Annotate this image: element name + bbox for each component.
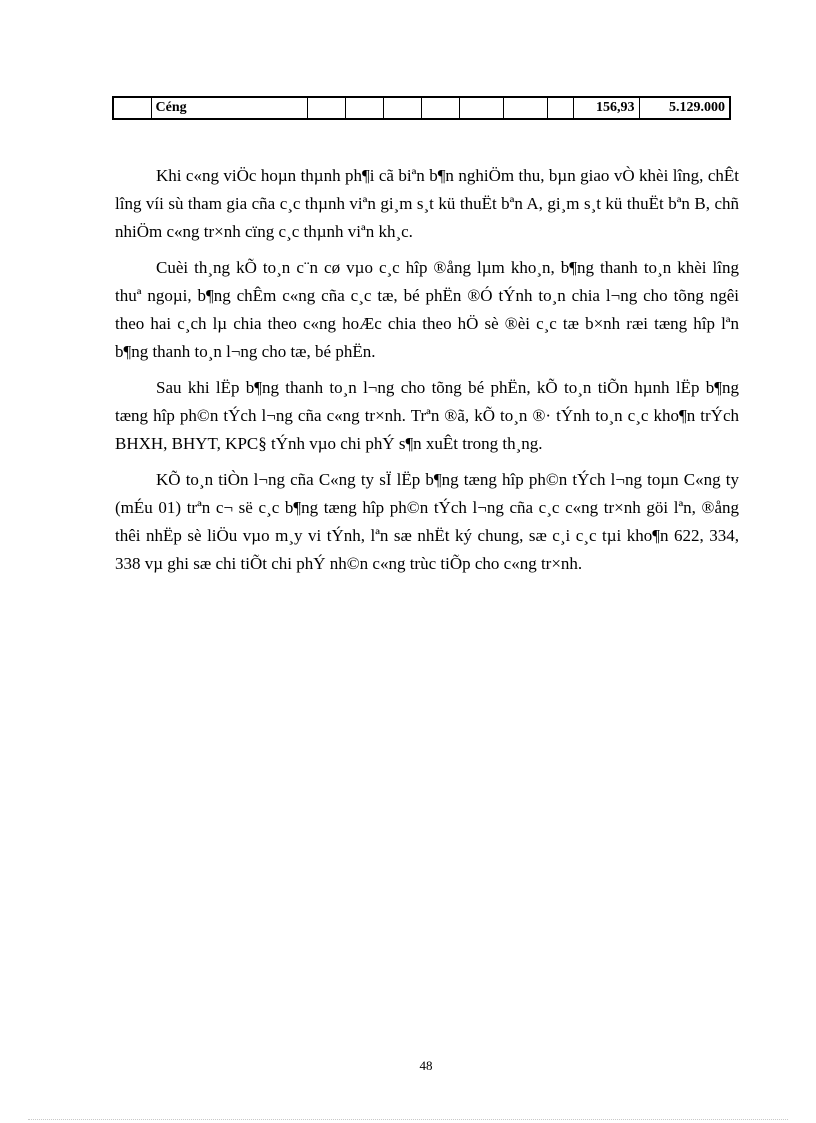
paragraph: KÕ to¸n tiÒn l¬ng cña C«ng ty sÏ lËp b¶ng tæng hîp ph©n tÝch l¬ng toµn C«ng ty (mÉu 01) trªn c¬ së c¸c b¶ng tæng hîp ph©n tÝch l¬ng cña c¸c c«ng tr×nh göi lªn, ®ång thêi nhËp sè liÖu vµo m¸y vi tÝnh, lªn sæ nhËt ký chung, sæ c¸i c¸c tµi kho¶n 622, 334, 338 vµ ghi sæ chi tiÕt chi phÝ nh©n c«ng trùc tiÕp cho c«ng tr×nh.: [115, 470, 739, 573]
table-cell-empty: [421, 97, 459, 119]
table-cell-empty: [113, 97, 151, 119]
table-cell-empty: [383, 97, 421, 119]
footer-divider: [28, 1119, 788, 1120]
table-total-row: [113, 97, 730, 119]
total-amount: 5.129.000: [639, 97, 730, 119]
summary-table: [112, 96, 731, 120]
table-cell-empty: [503, 97, 547, 119]
table-cell-empty: [459, 97, 503, 119]
paragraph: Sau khi lËp b¶ng thanh to¸n l¬ng cho tõng bé phËn, kÕ to¸n tiÕn hµnh lËp b¶ng tæng hîp ph©n tÝch l¬ng cña c«ng tr×nh. Trªn ®ã, kÕ to¸n ®· tÝnh to¸n c¸c kho¶n trÝch BHXH, BHYT, KPC§ tÝnh vµo chi phÝ s¶n xuÊt trong th¸ng.: [115, 378, 739, 453]
table-cell-empty: [345, 97, 383, 119]
body-text: [115, 162, 739, 586]
paragraph: Khi c«ng viÖc hoµn thµnh ph¶i cã biªn b¶n nghiÖm thu, bµn giao vÒ khèi lîng, chÊt lîng víi sù tham gia cña c¸c thµnh viªn gi¸m s¸t kü thuËt bªn A, gi¸m s¸t kü thuËt bªn B, chñ nhiÖm c«ng tr×nh cïng c¸c thµnh viªn kh¸c.: [115, 166, 739, 241]
total-quantity: 156,93: [573, 97, 639, 119]
table-cell-empty: [547, 97, 573, 119]
page-number: 48: [419, 1058, 433, 1073]
total-label: Céng: [151, 97, 307, 119]
table-cell-empty: [307, 97, 345, 119]
paragraph: Cuèi th¸ng kÕ to¸n c¨n cø vµo c¸c hîp ®ång lµm kho¸n, b¶ng thanh to¸n khèi lîng thuª ngoµi, b¶ng chÊm c«ng cña c¸c tæ, bé phËn ®Ó tÝnh to¸n chia l¬ng cho tõng ngêi theo hai c¸ch lµ chia theo c«ng hoÆc chia theo hÖ sè ®èi c¸c tæ b×nh ræi tæng hîp lªn b¶ng thanh to¸n l¬ng cho tæ, bé phËn.: [115, 258, 739, 361]
